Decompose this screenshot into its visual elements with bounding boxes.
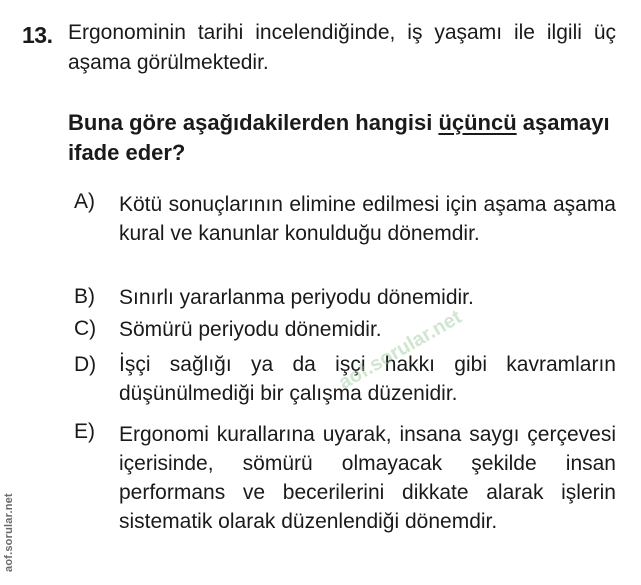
option-d-text: İşçi sağlığı ya da işçi hakkı gibi kavramların düşünülmediği bir çalışma düzenidir. xyxy=(119,353,616,405)
question-stem: Ergonominin tarihi incelendiğinde, iş yaşamı ile ilgili üç aşama görülmektedir. xyxy=(68,21,616,74)
option-e-text: Ergonomi kurallarına uyarak, insana saygı çerçevesi içerisinde, sömürü olmayacak şekilde insan performans ve becerilerini dikkate alarak işlerin sistematik olarak düzenlendiği dönemdir. xyxy=(119,423,616,533)
option-c-letter: C) xyxy=(74,317,97,340)
option-e-letter: E) xyxy=(74,420,95,443)
option-b-text: Sınırlı yararlanma periyodu dönemidir. xyxy=(119,286,474,309)
option-d-letter: D) xyxy=(74,353,97,376)
center-watermark: aof.sorular.net xyxy=(335,306,466,395)
prompt-text-after: aşamayı ifade eder? xyxy=(68,110,610,165)
question-number: 13. xyxy=(22,22,53,48)
question-prompt xyxy=(68,108,620,168)
prompt-text-before: Buna göre aşağıdakilerden hangisi xyxy=(68,110,439,135)
prompt-emphasis: üçüncü xyxy=(438,110,517,135)
option-c-text: Sömürü periyodu dönemidir. xyxy=(119,318,382,341)
option-a-text: Kötü sonuçlarının elimine edilmesi için aşama aşama kural ve kanunlar konulduğu dönemdir. xyxy=(119,193,616,245)
option-a-letter: A) xyxy=(74,190,95,213)
side-watermark: aof.sorular.net xyxy=(3,493,15,572)
option-b-letter: B) xyxy=(74,285,95,308)
